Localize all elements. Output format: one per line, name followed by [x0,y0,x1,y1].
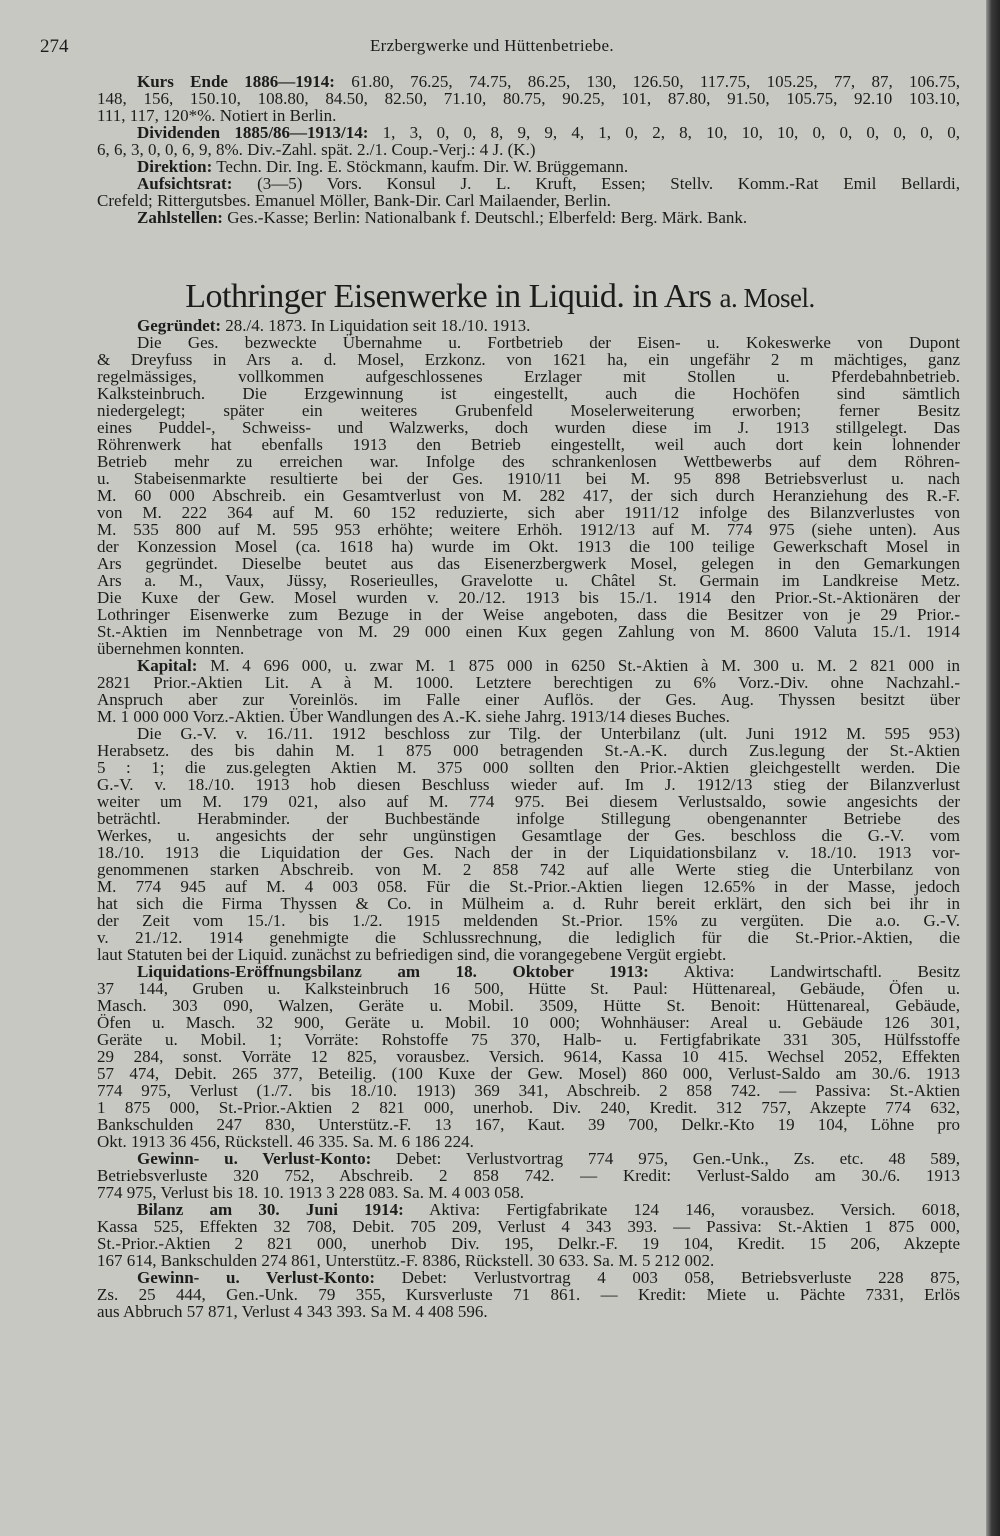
text-line [97,1030,960,1047]
line-text: & Dreyfuss in Ars a. d. Mosel, Erzkonz. von 1621 ha, ein ungefähr 2 m mächtiges, ganz [97,350,960,369]
text-line [97,1047,960,1064]
line-text: genommenen starken Abschreib. von M. 2 858 742 auf alle Werte stieg die Unterbilanz von [97,860,960,879]
section-title-main: Lothringer Eisenwerke in Liquid. in Ars [185,278,712,315]
line-text: Kassa 525, Effekten 32 708, Debit. 705 209, Verlust 4 343 393. — Passiva: St.-Aktien 1 875 000, [97,1217,960,1236]
text-line [97,1251,960,1268]
line-text: 1, 3, 0, 0, 8, 9, 9, 4, 1, 0, 2, 8, 10, 10, 10, 0, 0, 0, 0, 0, 0, [382,123,961,142]
line-text: Aktiva: Fertigfabrikate 124 146, vorausbez. Versich. 6018, [429,1200,960,1219]
line-text: Die Ges. bezweckte Übernahme u. Fortbetrieb der Eisen- u. Kokeswerke von Dupont [137,333,960,352]
line-text: 29 284, sonst. Vorräte 12 825, vorausbez. Versich. 9614, Kassa 10 415. Wechsel 2052, Effekten [97,1047,960,1066]
text-line [97,208,960,225]
text-line [97,588,960,605]
line-text: 37 144, Gruben u. Kalksteinbruch 16 500, Hütte St. Paul: Hüttenareal, Gebäude, Öfen u. [97,979,960,998]
text-line [97,1081,960,1098]
text-line [97,537,960,554]
text-line [97,503,960,520]
text-line [97,639,960,656]
line-text: Ges.-Kasse; Berlin: Nationalbank f. Deutschl.; Elberfeld: Berg. Märk. Bank. [227,208,748,227]
text-line [97,1217,960,1234]
line-text: 774 975, Verlust (1./7. bis 18./10. 1913) 369 341, Abschreib. 2 858 742. — Passiva: St.-Aktien [97,1081,960,1100]
paragraph [97,724,960,962]
text-line [97,157,960,174]
text-line [97,367,960,384]
text-line [97,72,960,89]
line-text: Die Kuxe der Gew. Mosel wurden v. 20./12. 1913 bis 15./1. 1914 den Prior.-St.-Aktionären der [97,588,960,607]
line-text: (3—5) Vors. Konsul J. L. Kruft, Essen; Stellv. Komm.-Rat Emil Bellardi, [257,174,961,193]
text-line [97,333,960,350]
line-text: Werkes, u. angesichts der sehr ungünstigen Gesamtlage der Ges. beschloss die G.-V. vom [97,826,960,845]
line-text: M. 535 800 auf M. 595 953 erhöhte; weitere Erhöh. 1912/13 auf M. 774 975 (siehe unten). Aus [97,520,960,539]
text-line [97,996,960,1013]
line-text: niedergelegt; später ein weiteres Grubenfeld Moselerweiterung erworben; ferner Besitz [97,401,960,420]
line-text: Lothringer Eisenwerke zum Bezuge in der Weise angeboten, dass die Besitzer von je 29 Prior.- [97,605,960,624]
paragraph-label: Kurs Ende 1886—1914: [137,72,335,91]
text-line [97,741,960,758]
line-text: laut Statuten bei der Liquid. zunächst zu befriedigen sind, die vorangegebene Vergüt ergiebt. [97,945,727,964]
text-line [97,724,960,741]
paragraph [97,316,960,333]
text-line [97,140,960,157]
line-text: weiter um M. 179 021, also auf M. 774 975. Bei diesem Verlustsaldo, sowie angesichts der [97,792,960,811]
page-edge-shadow [986,0,1000,1536]
line-text: eines Puddel-, Schweiss- und Walzwerks, doch wurden diese im J. 1913 stillgelegt. Das [97,418,960,437]
line-text: Okt. 1913 36 456, Rückstell. 46 335. Sa. M. 6 186 224. [97,1132,474,1151]
line-text: Geräte u. Mobil. 1; Vorräte: Rohstoffe 75 370, Halb- u. Fertigfabrikate 331 305, Hülfsstoffe [97,1030,960,1049]
line-text: Techn. Dir. Ing. E. Stöckmann, kaufm. Dir. W. Brüggemann. [216,157,629,176]
text-line [97,350,960,367]
paragraph-label: Gegründet: [137,316,222,335]
paragraph-label: Zahlstellen: [137,208,223,227]
line-text: Kalksteinbruch. Die Erzgewinnung ist eingestellt, auch die Hochöfen sind sämtlich [97,384,960,403]
text-line [97,401,960,418]
text-line [97,1013,960,1030]
text-line [97,1183,960,1200]
paragraph [97,656,960,724]
text-line [97,571,960,588]
line-text: hat sich die Firma Thyssen & Co. in Mülheim a. d. Ruhr bereit erklärt, den sich bei ihr in [97,894,960,913]
line-text: Anspruch aber zur Voreinlös. im Falle einer Auflös. der Ges. Aug. Thyssen besitzt über [97,690,960,709]
text-line [97,1302,960,1319]
text-line [97,877,960,894]
line-text: regelmässiges, vollkommen aufgeschlossenes Erzlager mit Stollen u. Pferdebahnbetrieb. [97,367,960,386]
line-text: 18./10. 1913 die Liquidation der Ges. Nach der in der Liquidationsbilanz v. 18./10. 1913 vor- [97,843,960,862]
text-line [97,520,960,537]
line-text: übernehmen konnten. [97,639,245,658]
text-line [97,911,960,928]
line-text: beträchtl. Herabminder. der Buchbestände infolge Stillegung obengenannter Betriebe des [97,809,960,828]
line-text: der Konzession Mosel (ca. 1618 ha) wurde im Okt. 1913 die 100 teilige Gewerkschaft Mosel in [97,537,960,556]
text-line [97,792,960,809]
line-text: Öfen u. Masch. 32 900, Geräte u. Mobil. 10 000; Wohnhäuser: Areal u. Gebäude 126 301, [97,1013,960,1032]
paragraph-label: Aufsichtsrat: [137,174,233,193]
text-line [97,656,960,673]
line-text: M. 4 696 000, u. zwar M. 1 875 000 in 6250 St.-Aktien à M. 300 u. M. 2 821 000 in [210,656,961,675]
text-line [97,673,960,690]
text-line [97,758,960,775]
text-line [97,843,960,860]
paragraph [97,962,960,1149]
paragraph [97,123,960,157]
text-line [97,979,960,996]
text-line [97,123,960,140]
text-line [97,1200,960,1217]
paragraph-label: Direktion: [137,157,213,176]
line-text: 167 614, Bankschulden 274 861, Unterstütz.-F. 8386, Rückstell. 30 633. Sa. M. 5 212 002. [97,1251,715,1270]
paragraph-label: Liquidations-Eröffnungsbilanz am 18. Oktober 1913: [137,962,649,981]
paragraph [97,333,960,656]
line-text: 148, 156, 150.10, 108.80, 84.50, 82.50, 71.10, 80.75, 90.25, 101, 87.80, 91.50, 105.75, 92.10 103.10, [97,89,960,108]
text-line [97,435,960,452]
line-text: 111, 117, 120*%. Notiert in Berlin. [97,106,337,125]
line-text: M. 60 000 Abschreib. ein Gesamtverlust von M. 282 417, der sich durch Heranziehung des R.-F. [97,486,960,505]
running-head: Erzbergwerke und Hüttenbetriebe. [370,36,614,55]
text-line [97,1098,960,1115]
line-text: 57 474, Debit. 265 377, Beteilig. (100 Kuxe der Gew. Mosel) 860 000, Verlust-Saldo am 30./6. 1913 [97,1064,960,1083]
line-text: Ars a. M., Vaux, Jüssy, Roserieulles, Gravelotte u. Châtel St. Germain im Landkreise Metz. [97,571,960,590]
line-text: 1 875 000, St.-Prior.-Aktien 2 821 000, unerhob. Div. 240, Kredit. 312 757, Akzepte 774 632, [97,1098,960,1117]
text-line [97,1115,960,1132]
paragraph [97,157,960,174]
paragraph [97,208,960,225]
text-line [97,962,960,979]
paragraph-label: Gewinn- u. Verlust-Konto: [137,1149,372,1168]
line-text: M. 774 945 auf M. 4 003 058. Für die St.-Prior.-Aktien liegen 12.65% in der Masse, jedoch [97,877,960,896]
company-entry-body [97,316,960,1319]
text-line [97,826,960,843]
text-line [97,174,960,191]
text-line [97,860,960,877]
line-text: v. 21./12. 1914 genehmigte die Schlussrechnung, die lediglich für die St.-Prior.-Aktien, die [97,928,960,947]
line-text: Herabsetz. des bis dahin M. 1 875 000 betragenden St.-A.-K. durch Zus.legung der St.-Aktien [97,741,960,760]
text-line [97,1285,960,1302]
text-line [97,89,960,106]
company-summary-previous [97,72,960,225]
text-line [97,486,960,503]
line-text: Debet: Verlustvortrag 4 003 058, Betriebsverluste 228 875, [401,1268,960,1287]
line-text: der Zeit vom 15./1. bis 1./2. 1915 meldenden St.-Prior. 15% zu vergüten. Die a.o. G.-V. [97,911,960,930]
line-text: Aktiva: Landwirtschaftl. Besitz [683,962,960,981]
text-line [97,605,960,622]
text-line [97,775,960,792]
section-title [0,278,1000,316]
line-text: Ars gegründet. Dieselbe beutet aus das Eisenerzbergwerk Mosel, gelegen in den Gemarkungen [97,554,960,573]
page-number: 274 [40,36,69,57]
text-line [97,1132,960,1149]
text-line [97,707,960,724]
line-text: M. 1 000 000 Vorz.-Aktien. Über Wandlungen des A.-K. siehe Jahrg. 1913/14 dieses Buches. [97,707,730,726]
text-line [97,1064,960,1081]
text-line [97,809,960,826]
text-line [97,928,960,945]
text-line [97,316,960,333]
text-line [97,622,960,639]
line-text: Bankschulden 247 830, Unterstütz.-F. 13 167, Kaut. 39 700, Delkr.-Kto 19 104, Löhne pro [97,1115,960,1134]
line-text: Betrieb mehr zu erreichen war. Infolge des schrankenlosen Wettbewerbs auf dem Röhren- [97,452,960,471]
line-text: von M. 222 364 auf M. 60 152 reduzierte, sich aber 1911/12 infolge des Bilanzverlustes von [97,503,960,522]
text-line [97,690,960,707]
paragraph [97,1200,960,1268]
text-line [97,945,960,962]
line-text: Betriebsverluste 320 752, Abschreib. 2 858 742. — Kredit: Verlust-Saldo am 30./6. 1913 [97,1166,960,1185]
text-line [97,1166,960,1183]
line-text: St.-Prior.-Aktien 2 821 000, unerhob Div. 195, Delkr.-F. 19 104, Kredit. 15 206, Akzepte [97,1234,960,1253]
line-text: 28./4. 1873. In Liquidation seit 18./10. 1913. [225,316,531,335]
text-line [97,418,960,435]
text-line [97,1149,960,1166]
paragraph-label: Dividenden 1885/86—1913/14: [137,123,369,142]
line-text: 61.80, 76.25, 74.75, 86.25, 130, 126.50, 117.75, 105.25, 77, 87, 106.75, [351,72,961,91]
text-line [97,452,960,469]
paragraph-label: Gewinn- u. Verlust-Konto: [137,1268,375,1287]
line-text: aus Abbruch 57 871, Verlust 4 343 393. Sa M. 4 408 596. [97,1302,488,1321]
text-line [97,106,960,123]
line-text: G.-V. v. 18./10. 1913 hob diesen Beschluss wieder auf. Im J. 1912/13 stieg der Bilanzverlust [97,775,960,794]
text-line [97,554,960,571]
text-line [97,1234,960,1251]
paragraph [97,72,960,123]
line-text: 2821 Prior.-Aktien Lit. A à M. 1000. Letztere berechtigen zu 6% Vorz.-Div. ohne Nachzahl.- [97,673,960,692]
line-text: St.-Aktien im Nennbetrage von M. 29 000 einen Kux gegen Zahlung von M. 8600 Valuta 15./1. 1914 [97,622,960,641]
text-line [97,1268,960,1285]
line-text: 774 975, Verlust bis 18. 10. 1913 3 228 083. Sa. M. 4 003 058. [97,1183,525,1202]
text-line [97,384,960,401]
section-title-suffix: a. Mosel. [719,283,815,313]
line-text: Zs. 25 444, Gen.-Unk. 79 355, Kursverluste 71 861. — Kredit: Miete u. Pächte 7331, Erlös [97,1285,960,1304]
paragraph-label: Bilanz am 30. Juni 1914: [137,1200,404,1219]
paragraph [97,174,960,208]
text-line [97,191,960,208]
line-text: 5 : 1; die zus.gelegten Aktien M. 375 000 sollten den Prior.-Aktien gleichgestellt werden. Die [97,758,960,777]
line-text: Debet: Verlustvortrag 774 975, Gen.-Unk., Zs. etc. 48 589, [396,1149,960,1168]
paragraph [97,1149,960,1200]
text-line [97,469,960,486]
line-text: Masch. 303 090, Walzen, Geräte u. Mobil. 3509, Hütte St. Benoit: Hüttenareal, Gebäude, [97,996,960,1015]
paragraph-label: Kapital: [137,656,198,675]
line-text: u. Stabeisenmarkte resultierte bei der Ges. 1910/11 bei M. 95 898 Betriebsverlust u. nach [97,469,960,488]
paragraph [97,1268,960,1319]
text-line [97,894,960,911]
line-text: Die G.-V. v. 16./11. 1912 beschloss zur Tilg. der Unterbilanz (ult. Juni 1912 M. 595 953) [137,724,960,743]
line-text: 6, 6, 3, 0, 0, 6, 9, 8%. Div.-Zahl. spät. 2./1. Coup.-Verj.: 4 J. (K.) [97,140,536,159]
line-text: Röhrenwerk hat ebenfalls 1913 den Betrieb eingestellt, weil auch dort kein lohnender [97,435,960,454]
line-text: Crefeld; Rittergutsbes. Emanuel Möller, Bank-Dir. Carl Mailaender, Berlin. [97,191,611,210]
